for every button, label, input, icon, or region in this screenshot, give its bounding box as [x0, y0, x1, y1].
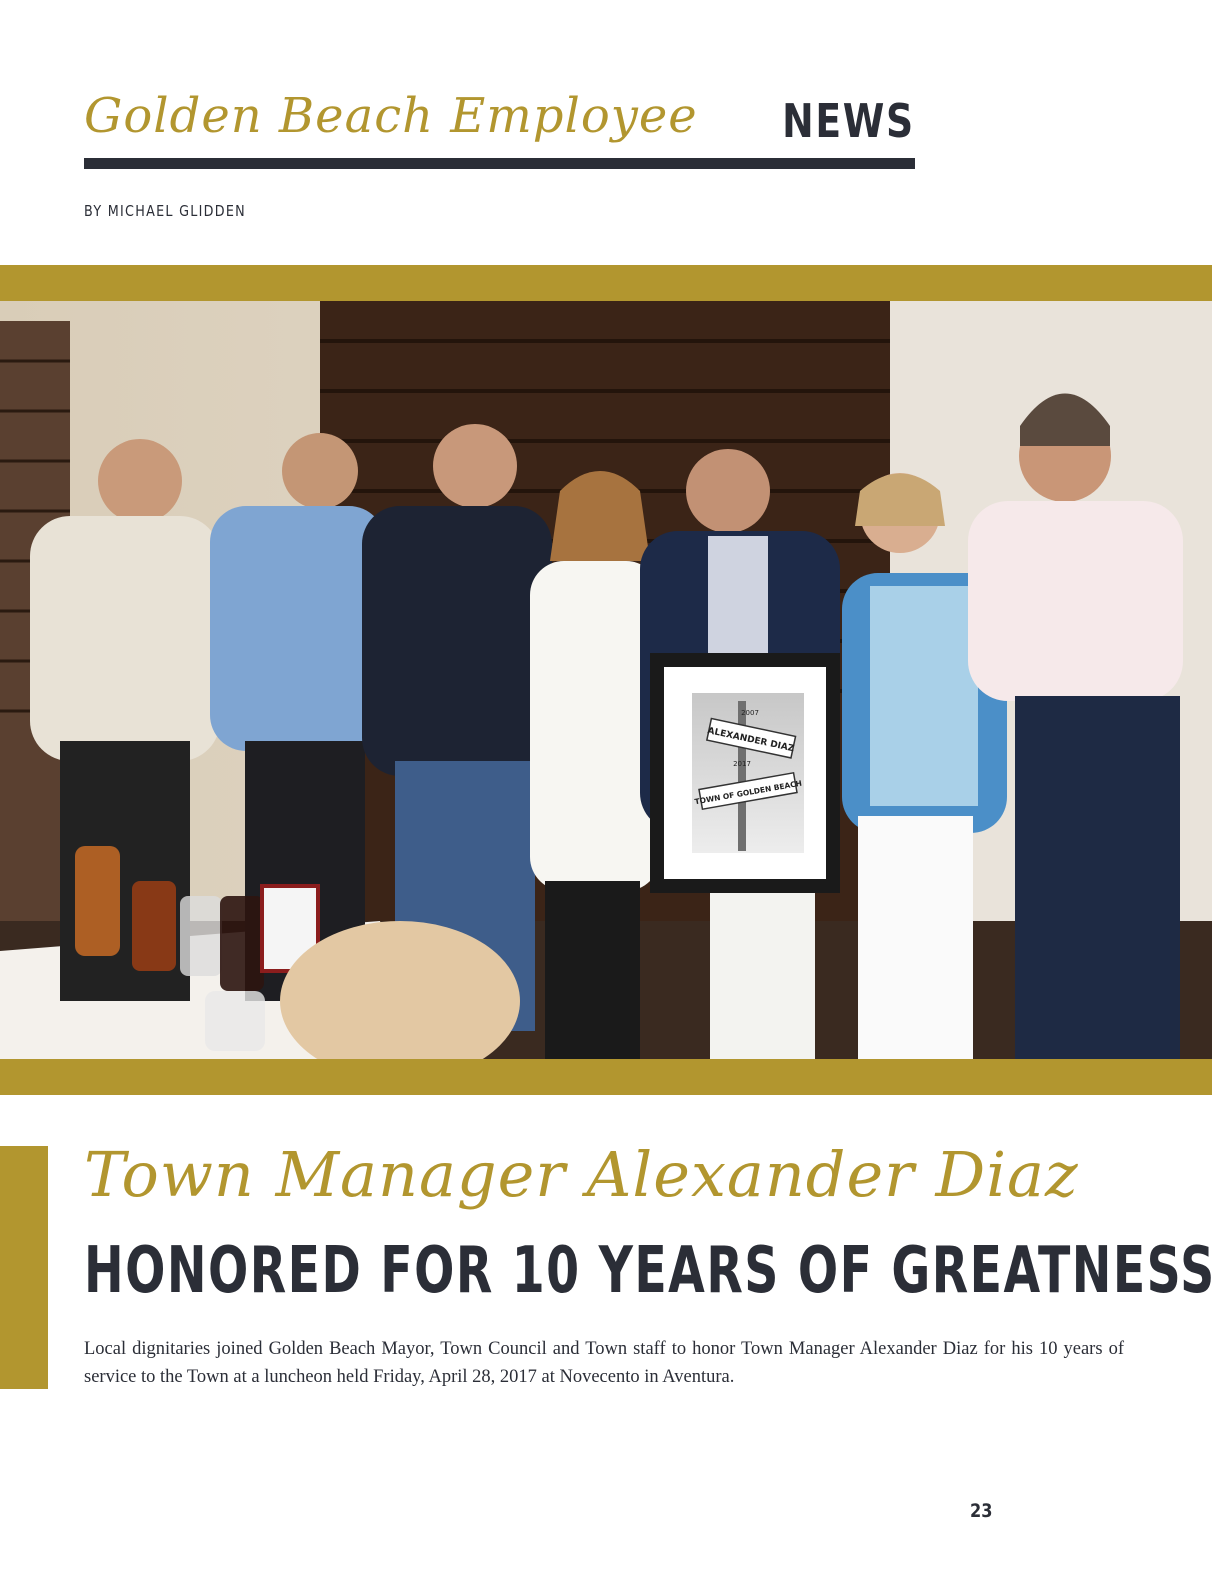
sign-year-end: 2017: [733, 760, 751, 768]
byline: BY MICHAEL GLIDDEN: [84, 202, 247, 220]
masthead-script-title: Golden Beach Employee: [84, 88, 698, 144]
photo-bottom-band: [0, 1059, 1212, 1095]
page-number: 23: [970, 1500, 993, 1522]
group-photo: [0, 301, 1212, 1059]
headline-script: Town Manager Alexander Diaz: [84, 1138, 1079, 1211]
sign-year-start: 2007: [741, 709, 759, 717]
framed-street-sign: [650, 653, 840, 893]
masthead-news-label: NEWS: [782, 94, 915, 148]
sign-town-text: TOWN OF GOLDEN BEACH: [693, 778, 803, 807]
masthead: [84, 88, 915, 170]
headline-accent-bar: [0, 1146, 48, 1389]
headline-main: HONORED FOR 10 YEARS OF GREATNESS: [84, 1234, 1216, 1308]
masthead-underline: [84, 158, 915, 169]
sign-name-text: ALEXANDER DIAZ: [706, 726, 795, 755]
article-body: Local dignitaries joined Golden Beach Mayor, Town Council and Town staff to honor Town Manager Alexander Diaz for his 10 years of service to the Town at a luncheon held Friday, April 28, 2017 at Novecento in Aventura.: [84, 1339, 1124, 1387]
photo-top-band: [0, 265, 1212, 301]
